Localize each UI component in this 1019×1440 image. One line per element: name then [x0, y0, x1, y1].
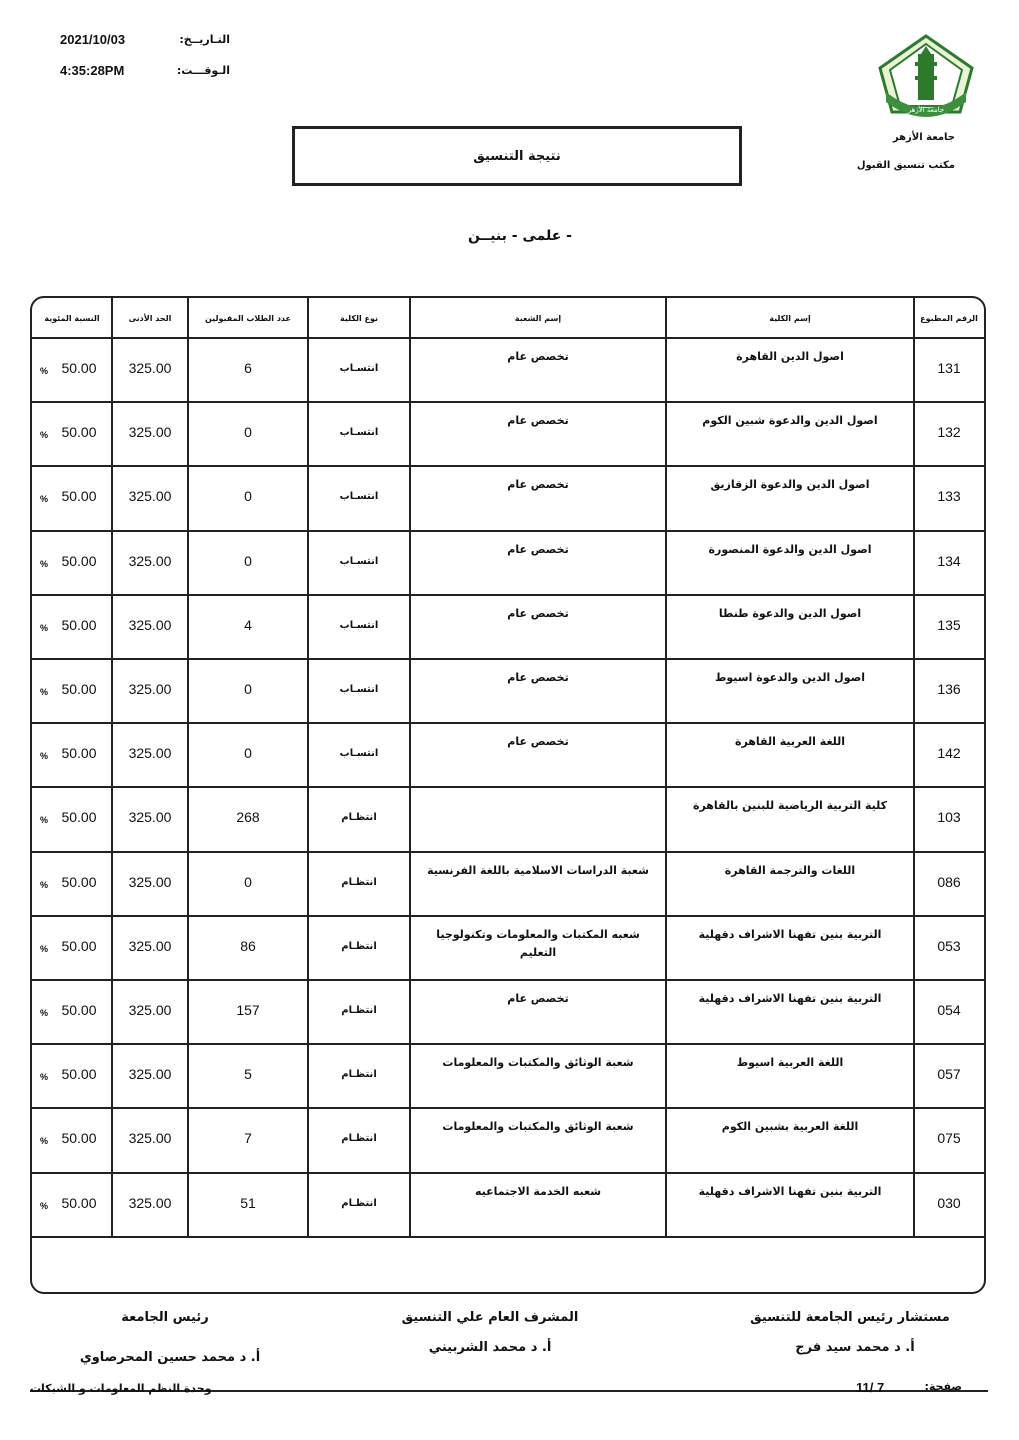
- date-label: التـاريــخ:: [179, 33, 230, 46]
- cell-percent: 50.00: [61, 488, 97, 505]
- cell-division: تخصص عام: [507, 350, 569, 363]
- cell-percent: 50.00: [61, 681, 97, 697]
- cell-min: 325.00: [128, 1066, 172, 1083]
- column-header-percent: النسبة المئوية: [44, 314, 100, 323]
- cell-college: اصول الدين القاهرة: [736, 350, 844, 363]
- president-name: أ. د محمد حسين المحرصاوي: [79, 1350, 261, 1365]
- cell-min: 325.00: [128, 1194, 172, 1211]
- percent-symbol: %: [40, 558, 49, 569]
- cell-type: انتسـاب: [339, 619, 379, 631]
- cell-accepted: 0: [244, 873, 252, 890]
- column-header-type: نوع الكلية: [339, 314, 379, 323]
- cell-percent: 50.00: [61, 809, 97, 826]
- cell-college: اصول الدين والدعوة المنصورة: [708, 542, 872, 556]
- percent-symbol: %: [40, 751, 49, 762]
- cell-code: 053: [937, 937, 961, 954]
- org-name: جامعة الأزهر: [892, 132, 955, 143]
- cell-code: 030: [937, 1194, 961, 1211]
- cell-accepted: 0: [244, 681, 252, 697]
- results-table: [30, 296, 986, 1294]
- cell-type: انتظـام: [341, 1005, 377, 1016]
- cell-accepted: 0: [244, 424, 252, 441]
- percent-symbol: %: [40, 366, 49, 376]
- cell-type: انتسـاب: [339, 363, 379, 374]
- advisor-name: أ. د محمد سيد فرج: [795, 1340, 915, 1355]
- cell-college: التربية بنين تفهنا الاشراف دقهلية: [698, 1184, 882, 1198]
- cell-accepted: 51: [240, 1194, 256, 1211]
- cell-type: انتسـاب: [339, 491, 379, 503]
- cell-min: 325.00: [128, 937, 172, 954]
- cell-accepted: 0: [244, 745, 252, 762]
- cell-college: اصول الدين والدعوة طنطا: [718, 606, 862, 620]
- cell-code: 086: [937, 873, 961, 890]
- page-label: صفحة:: [924, 1380, 962, 1393]
- cell-division: تخصص عام: [507, 606, 569, 620]
- percent-symbol: %: [40, 494, 49, 505]
- cell-percent: 50.00: [61, 745, 97, 762]
- percent-symbol: %: [40, 1008, 49, 1018]
- cell-accepted: 0: [244, 552, 252, 569]
- cell-division: شعبة الدراسات الاسلامية باللغة الفرنسية: [427, 863, 649, 877]
- cell-min: 325.00: [128, 616, 172, 633]
- cell-percent: 50.00: [61, 552, 97, 569]
- cell-accepted: 5: [244, 1066, 252, 1083]
- cell-type: انتسـاب: [339, 684, 379, 695]
- cell-percent: 50.00: [61, 424, 97, 441]
- percent-symbol: %: [40, 1200, 49, 1211]
- column-header-min: الحد الأدنى: [128, 314, 172, 323]
- cell-min: 325.00: [128, 360, 172, 376]
- supervisor-title: المشرف العام علي التنسيق: [401, 1310, 579, 1325]
- cell-min: 325.00: [128, 873, 172, 890]
- cell-division: تخصص عام: [507, 478, 569, 492]
- org-office: مكتب تنسيق القبول: [856, 160, 955, 171]
- percent-symbol: %: [40, 1136, 49, 1147]
- cell-division: تخصص عام: [507, 992, 569, 1005]
- cell-code: 057: [937, 1066, 961, 1083]
- cell-percent: 50.00: [61, 360, 97, 376]
- cell-college: التربية بنين تفهنا الاشراف دقهلية: [698, 927, 882, 941]
- percent-symbol: %: [40, 687, 49, 697]
- svg-text:جامعة الأزهر: جامعة الأزهر: [907, 106, 945, 114]
- cell-min: 325.00: [128, 488, 172, 505]
- date-value: 2021/10/03: [60, 32, 126, 47]
- page-title: نتيجة التنسيق: [292, 126, 742, 186]
- time-label: الـوقـــت:: [176, 64, 230, 77]
- cell-college: اصول الدين والدعوة اسيوط: [714, 671, 865, 684]
- percent-symbol: %: [40, 815, 49, 826]
- supervisor-name: أ. د محمد الشربيني: [428, 1340, 552, 1355]
- cell-type: انتظـام: [341, 940, 377, 952]
- cell-min: 325.00: [128, 809, 172, 826]
- cell-division: تخصص عام: [507, 671, 569, 684]
- cell-accepted: 0: [244, 488, 252, 505]
- cell-percent: 50.00: [61, 616, 97, 633]
- page-number: 11/ 7: [856, 1380, 885, 1395]
- cell-type: انتظـام: [341, 812, 377, 824]
- cell-type: انتظـام: [341, 876, 377, 888]
- university-logo: [872, 32, 980, 124]
- column-header-accepted: عدد الطلاب المقبولين: [204, 314, 292, 323]
- column-header-division: إسم الشعبة: [514, 314, 562, 323]
- page-subtitle: - علمى - بنيــن: [468, 228, 572, 244]
- president-title: رئيس الجامعة: [121, 1310, 209, 1325]
- percent-symbol: %: [40, 430, 49, 441]
- cell-accepted: 7: [244, 1130, 252, 1147]
- percent-symbol: %: [40, 879, 49, 890]
- cell-college: اللغات والترجمة القاهرة: [724, 863, 856, 877]
- cell-college: اللغة العربية بشبين الكوم: [721, 1120, 859, 1134]
- cell-code: 134: [937, 552, 961, 569]
- cell-division: شعبة الوثائق والمكتبات والمعلومات: [442, 1120, 634, 1134]
- cell-college: التربية بنين تفهنا الاشراف دقهلية: [698, 992, 882, 1005]
- cell-percent: 50.00: [61, 1066, 97, 1083]
- cell-percent: 50.00: [61, 873, 97, 890]
- column-header-college: إسم الكلية: [769, 314, 811, 323]
- cell-percent: 50.00: [61, 1194, 97, 1211]
- cell-percent: 50.00: [61, 937, 97, 954]
- cell-division: تخصص عام: [507, 542, 569, 556]
- cell-division: تخصص عام: [507, 735, 569, 749]
- cell-min: 325.00: [128, 681, 172, 697]
- cell-type: انتسـاب: [339, 427, 379, 439]
- cell-min: 325.00: [128, 745, 172, 762]
- cell-code: 075: [937, 1130, 961, 1147]
- cell-code: 136: [937, 681, 961, 697]
- cell-type: انتظـام: [341, 1069, 377, 1081]
- cell-type: انتسـاب: [339, 748, 379, 760]
- percent-symbol: %: [40, 943, 49, 954]
- cell-type: انتظـام: [341, 1133, 377, 1145]
- cell-accepted: 6: [244, 360, 252, 376]
- cell-accepted: 4: [244, 616, 252, 633]
- cell-min: 325.00: [128, 552, 172, 569]
- cell-code: 142: [937, 745, 961, 762]
- cell-college: اللغة العربية اسيوط: [736, 1056, 844, 1070]
- cell-accepted: 157: [236, 1002, 260, 1018]
- cell-accepted: 268: [236, 809, 260, 826]
- cell-code: 131: [937, 360, 961, 376]
- advisor-title: مستشار رئيس الجامعة للتنسيق: [750, 1310, 950, 1325]
- cell-division: شعبه الخدمة الاجتماعيه: [474, 1184, 602, 1198]
- cell-percent: 50.00: [61, 1002, 97, 1018]
- cell-code: 054: [937, 1002, 961, 1018]
- time-value: 4:35:28PM: [60, 63, 125, 78]
- cell-accepted: 86: [240, 937, 256, 954]
- cell-code: 133: [937, 488, 961, 505]
- cell-division: شعبه المكتبات والمعلومات وتكنولوجيا التعليم: [436, 927, 640, 959]
- cell-type: انتسـاب: [339, 555, 379, 567]
- cell-min: 325.00: [128, 1002, 172, 1018]
- cell-code: 132: [937, 424, 961, 441]
- cell-division: تخصص عام: [507, 414, 569, 428]
- cell-code: 103: [937, 809, 961, 826]
- cell-percent: 50.00: [61, 1130, 97, 1147]
- cell-min: 325.00: [128, 424, 172, 441]
- percent-symbol: %: [40, 1072, 49, 1083]
- cell-min: 325.00: [128, 1130, 172, 1147]
- cell-code: 135: [937, 616, 961, 633]
- cell-college: اصول الدين والدعوة شبين الكوم: [702, 414, 878, 428]
- cell-college: اصول الدين والدعوة الزقازيق: [710, 478, 870, 492]
- cell-college: كلية التربية الرياضية للبنين بالقاهرة: [692, 799, 888, 813]
- cell-type: انتظـام: [341, 1197, 377, 1209]
- cell-college: اللغة العربية القاهرة: [734, 735, 846, 749]
- unit-name: وحدة النظم المعلومات و الشبكات: [30, 1382, 212, 1395]
- cell-division: شعبة الوثائق والمكتبات والمعلومات: [442, 1056, 634, 1070]
- column-header-code: الرقم المطبوع: [920, 314, 978, 323]
- percent-symbol: %: [40, 622, 49, 633]
